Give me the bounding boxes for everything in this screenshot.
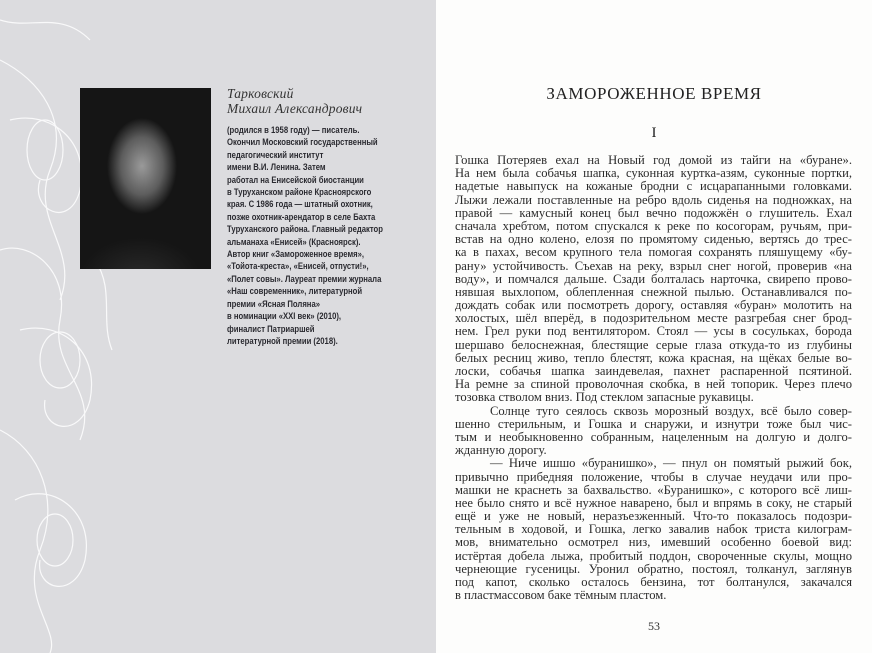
text-line: нявшая выхлопом, облепленная снежной пылью. Останавливался по- [455, 284, 852, 299]
bio-line: Автор книг «Замороженное время», [227, 248, 365, 260]
bio-line: края. С 1986 года — штатный охотник, [227, 198, 373, 210]
text-line: правой — камусный конец был вечно подожжён о глушитель. Ехал [455, 205, 852, 220]
bio-line: в Туруханском районе Красноярского [227, 186, 372, 198]
story-text [455, 154, 852, 602]
text-line: машки не краснеть за бахвальство. «Буранишко», с которого всё лиш- [455, 482, 852, 497]
bio-line: работал на Енисейской биостанции [227, 173, 364, 185]
author-name [227, 86, 362, 116]
text-line: ка в пахах, весом крупного тела помогая сохранять пляшущему «бу- [455, 245, 852, 260]
paragraph [455, 457, 852, 602]
text-line: белых ресниц живо, тепло блестят, кожа красная, на щёках белые во- [455, 350, 852, 365]
text-line: тозовка стволом вниз. Под стеклом запасные рукавицы. [455, 390, 754, 405]
text-line: жданную дорогу. [455, 443, 547, 458]
author-given-name: Михаил Александрович [227, 101, 363, 116]
text-line: нее было снято и всё нужное наварено, был и впрямь в соку, не старый [455, 495, 852, 510]
text-line: лоски, собачья шапка заиндевелая, пахнет распаренной псятиной. [455, 364, 852, 378]
author-photo [80, 88, 211, 269]
text-line: На нем была собачья шапка, суконная куртка-азям, суконные портки, [455, 166, 852, 181]
chapter-number: I [651, 125, 657, 141]
bio-line: литературной премии (2018). [227, 334, 338, 346]
bio-line: имени В.И. Ленина. Затем [227, 161, 326, 173]
bio-line: позже охотник-арендатор в селе Бахта [227, 210, 376, 222]
text-line: На ремне за спиной проволочная скобка, в ней топорик. Через плечо [455, 377, 852, 392]
text-line: чернеющие гусеницы. Уронил обратно, постоял, толканул, заглянув [455, 561, 852, 576]
text-line: встав на одно колено, елозя по промятому сиденью, вертясь до трес- [455, 232, 852, 247]
bio-line: «Наш современник», литературной [227, 285, 363, 297]
text-line: ещё и уже не новый, неразъезженный. Что-то показалось подозри- [455, 509, 852, 524]
text-line: дождать собак или посмотреть дорогу, оставляя «буран» молотить на [455, 298, 852, 313]
paragraph [455, 154, 852, 405]
bio-line: премии «Ясная Поляна» [227, 297, 321, 309]
text-line: истёртая добела лыжа, пробитый поддон, свороченные скулы, мощно [455, 548, 852, 563]
text-line: холостых, шёл вперёд, в подозрительном месте разгребая снег брод- [455, 311, 852, 326]
text-line: сначала хребтом, потом спускался к реке по косогорам, ручьям, при- [455, 218, 852, 233]
text-line: шершаво белоснежная, блестящие серые глаза откуда-то из глубины [455, 337, 852, 352]
text-line: Солнце туго сеялось сквозь морозный воздух, всё было совер- [490, 403, 852, 418]
bio-line: Туруханского района. Главный редактор [227, 223, 383, 235]
text-line: под капот, сколько осталось бензина, тот болтанулся, закачался [455, 575, 852, 589]
story-title: ЗАМОРОЖЕННОЕ ВРЕМЯ [546, 84, 762, 103]
author-surname: Тарковский [227, 86, 294, 101]
paragraph [455, 405, 852, 458]
text-line: привычно прибедняя положение, чтобы в случае неудачи или про- [455, 469, 852, 484]
text-line: мов, внимательно осмотрел низ, имевший особенно боевой вид: [455, 535, 852, 550]
text-line: Гошка Потеряев ехал на Новый год домой из тайги на «буране». [455, 153, 852, 167]
bio-line: в номинации «XXI век» (2010), [227, 310, 342, 322]
text-line: тельным в ходовой, и Гошка, легко завалив набок триста килограм- [455, 522, 852, 537]
bio-line: педагогический институт [227, 148, 324, 160]
author-bio [227, 124, 383, 347]
page-number: 53 [648, 619, 660, 633]
text-line: Лыжи лежали поставленные на ребро вдоль сиденья на подножках, на [455, 192, 852, 207]
bio-line: альманаха «Енисей» (Красноярск). [227, 235, 361, 247]
bio-line: (родился в 1958 году) — писатель. [227, 124, 360, 135]
bio-line: «Тойота-креста», «Енисей, отпусти!», [227, 260, 369, 272]
text-line: — Ниче ишшо «буранишко», — пнул он помятый рыжий бок, [490, 456, 852, 471]
bio-line: Окончил Московский государственный [227, 136, 378, 148]
text-line: нем. Грел руки под вентилятором. Стоял — усы в сосульках, борода [455, 324, 852, 339]
text-line: тым и необыкновенно собранным, нацеленным на долгую и долго- [455, 429, 852, 444]
text-line: рану» устойчивость. Съехав на реку, взрыл снег ногой, проверив «на [455, 258, 852, 273]
text-line: надетые навыпуск на кожаные бродни с исцарапанными головками. [455, 179, 852, 194]
text-line: воду», и помчался дальше. Сзади болталась нарточка, свирепо прово- [455, 271, 852, 286]
bio-line: «Полет совы». Лауреат премии журнала [227, 272, 382, 284]
bio-line: финалист Патриаршей [227, 322, 315, 334]
text-line: в пластмассовом баке тёмным пластом. [455, 588, 667, 603]
text-line: шенно стерильным, и Гошка и снаружи, и изнутри тоже был чис- [455, 416, 852, 431]
